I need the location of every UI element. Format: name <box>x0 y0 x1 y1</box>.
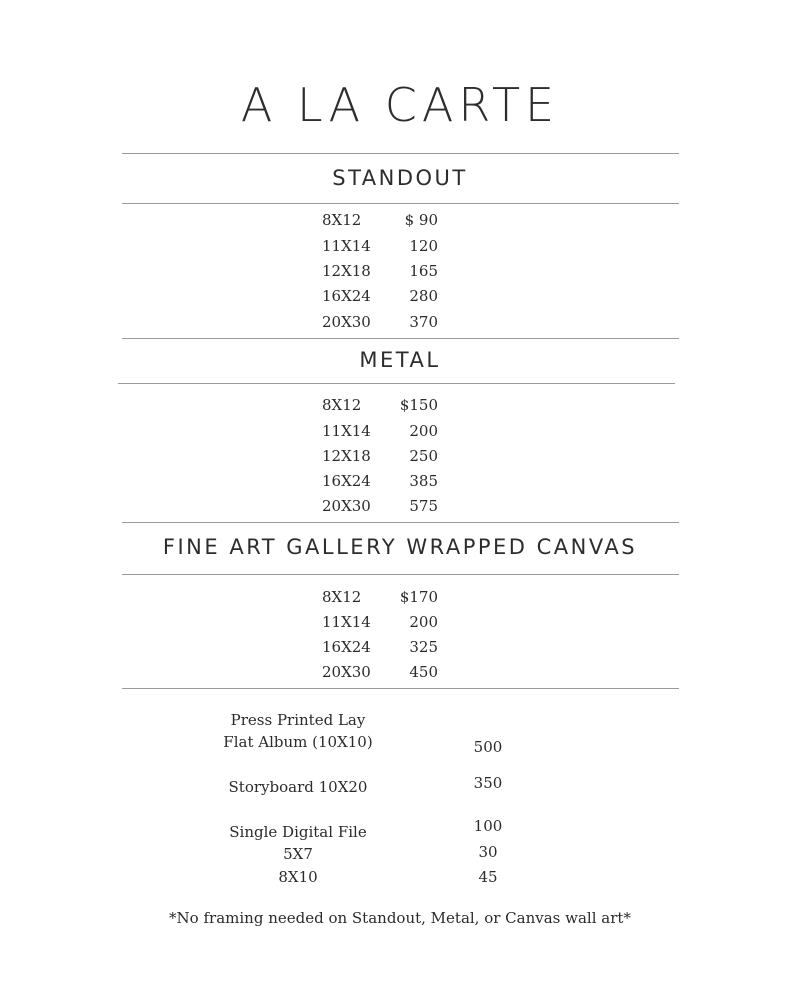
extra-item-label: 8X10 <box>278 868 318 886</box>
price-value: 575 <box>409 497 438 515</box>
divider <box>122 522 679 523</box>
price-value: $170 <box>399 588 438 606</box>
extra-item-label: Single Digital File <box>229 823 367 841</box>
size-label: 20X30 <box>322 497 371 515</box>
size-label: 8X12 <box>322 211 362 229</box>
extra-item-price: 100 <box>473 817 503 835</box>
size-label: 11X14 <box>322 237 371 255</box>
extra-item-price: 500 <box>473 738 503 756</box>
price-value: 250 <box>409 447 438 465</box>
price-value: $150 <box>399 396 438 414</box>
size-label: 11X14 <box>322 613 371 631</box>
price-value: 325 <box>409 638 438 656</box>
footnote: *No framing needed on Standout, Metal, or Canvas wall art* <box>169 909 631 927</box>
divider <box>122 688 679 689</box>
page-title: A LA CARTE <box>240 78 560 132</box>
extra-item-label: Press Printed Lay <box>230 711 366 729</box>
price-value: 385 <box>409 472 438 490</box>
extra-item-price: 30 <box>478 843 498 861</box>
size-label: 16X24 <box>322 287 371 305</box>
extra-item-price: 45 <box>478 868 498 886</box>
extra-item-label: 5X7 <box>283 845 313 863</box>
divider <box>118 383 675 384</box>
price-value: 165 <box>409 262 438 280</box>
price-value: 280 <box>409 287 438 305</box>
size-label: 20X30 <box>322 313 371 331</box>
price-value: 200 <box>409 422 438 440</box>
price-value: $ 90 <box>404 211 438 229</box>
size-label: 16X24 <box>322 472 371 490</box>
size-label: 16X24 <box>322 638 371 656</box>
price-value: 370 <box>409 313 438 331</box>
price-value: 200 <box>409 613 438 631</box>
section-heading-standout: STANDOUT <box>332 166 468 190</box>
section-heading-metal: METAL <box>359 348 441 372</box>
size-label: 11X14 <box>322 422 371 440</box>
extra-item-price: 350 <box>473 774 503 792</box>
size-label: 20X30 <box>322 663 371 681</box>
price-value: 450 <box>409 663 438 681</box>
divider <box>122 153 679 154</box>
section-heading-canvas: FINE ART GALLERY WRAPPED CANVAS <box>162 535 638 559</box>
size-label: 8X12 <box>322 588 362 606</box>
size-label: 12X18 <box>322 262 371 280</box>
divider <box>122 203 679 204</box>
size-label: 8X12 <box>322 396 362 414</box>
price-value: 120 <box>409 237 438 255</box>
size-label: 12X18 <box>322 447 371 465</box>
divider <box>122 338 679 339</box>
divider <box>122 574 679 575</box>
extra-item-label: Flat Album (10X10) <box>223 733 373 751</box>
extra-item-label: Storyboard 10X20 <box>228 778 368 796</box>
